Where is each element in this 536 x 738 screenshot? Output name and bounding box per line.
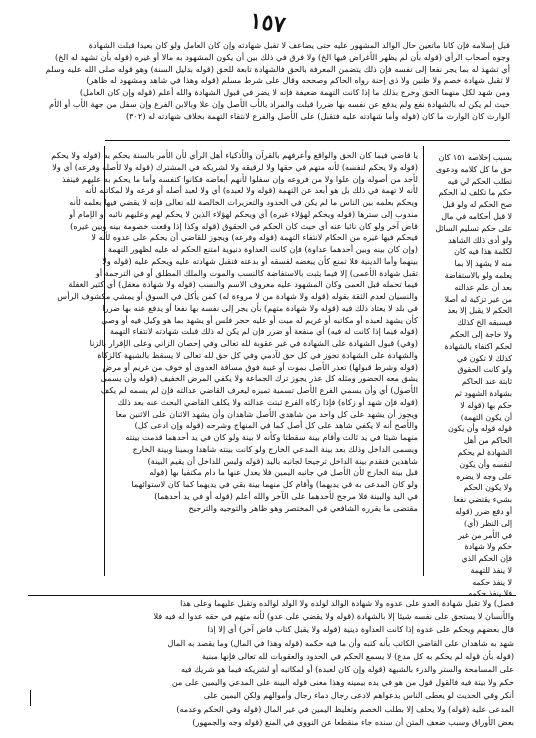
text-line: لأحد من أصوله وإن علوا ولا من فروعه وإن سفلوا لأنهم أبعاضه فكانوا كنفسه وأما ما يحكم به عليهم فينفذ bbox=[62, 173, 418, 184]
text-line: منه لا يشهد إلا بما bbox=[454, 259, 512, 269]
text-line: (قوله فيما إذا كانت له فيه) أي منفعة أو ضرر فإن لم يكن له ذلك قبلت شهادته لانتفاء التهمة bbox=[109, 326, 418, 337]
text-line: قبل بينة الخارج لأن الأصل في جانبه اليمين فلا يعدل عنها ما دام مكتفيا بها (قوله bbox=[149, 467, 418, 478]
text-line: بينهما وأما الدينية فلا تمنع كأن يبغضه لفسقه أو بدعته فتقبل شهادته عليه ويحكم عليه (قوله ولا bbox=[102, 255, 418, 266]
margin-tick-mark bbox=[30, 690, 31, 706]
text-line: (قوله ولا يحكم لنفسه) لأنه متهم في حقها ولا لرقيقه ولا لشريكه في المشترك (قوله ولا لأصله وفرعه) أي ولا bbox=[52, 161, 418, 172]
text-line: بعض الأوراق وسبب ضعف المتن أن سنده جاء منقطعا عن النووي في المنع (قوله وجه والجمهور) bbox=[192, 716, 514, 727]
text-line: من غير تزكية له أصلا bbox=[444, 294, 512, 304]
text-line: (وفي) قبول الشهادة على الشهادة في غير عقوبة لله تعالى وفي إحصان الزاني وعلى الإقرار بالزنا bbox=[89, 338, 418, 348]
text-line: صح الحكم له ولو قبل bbox=[442, 200, 512, 210]
text-line: شاهدين فتقدم بينة الداخل ترجيحا لجانبه باليد (قوله وليس للداخل أن يقيم البينة) bbox=[147, 455, 418, 466]
page-number-mark: ١٥٧ bbox=[248, 7, 288, 39]
text-line: بعد أن علم عدالته bbox=[454, 282, 512, 292]
bottom-commentary-block bbox=[30, 597, 514, 729]
text-line: بشهادة الشهود ثم bbox=[454, 388, 512, 398]
text-line: فصل) ولا تقبل شهادة العدو على عدوه ولا شهادة الوالد لولده ولا الولد لوالده وتقبل عليهما وعلى هذا bbox=[180, 598, 514, 608]
text-line: بشيء يقتضي نفعا bbox=[453, 495, 512, 505]
text-line: فإن الحكم الذي bbox=[461, 554, 512, 564]
text-line: ولا يكون الحكم bbox=[463, 483, 512, 493]
text-line: لكلمة هذا فيه كان bbox=[454, 247, 512, 257]
text-line: الحكم لا يقبل إلا بعد bbox=[447, 306, 512, 316]
text-line: بسبب إخلاصه ١٥١ كان bbox=[438, 153, 512, 162]
text-line: ومن شهد لكل منهما الحق وخرج بذلك ما إذا كانت التهمة ضعيفة فإنه لا يضر في قبول الشهادة والله أعلم (قوله وإن كان العامل) bbox=[79, 87, 510, 98]
text-line: ويسمى الداخل وذلك بعد بينة المدعي الخارج ولو كانت بينته شاهدا ويمينا وبينة الخارج bbox=[132, 443, 418, 454]
text-line: أو دفع ضرر (قوله bbox=[455, 506, 512, 516]
text-line: (قوله وشرط قبولها) تعذر الأصل بموت أو غيبة فوق مسافة العدوى أو خوف من غريم أو مرض bbox=[102, 361, 418, 372]
text-line: قال بعضهم ويحكم على عدوه إذا كانت العداوة دينية (قوله ولا يقبل كتاب قاض آخر) أي إلا إذا bbox=[207, 624, 514, 635]
text-line: ولو كان المدعى به في يديهما) وأقام كل منهما بينة بقي في يديهما كما كان لاستوائهما bbox=[131, 479, 418, 489]
text-line: حكم بها (قوله لا bbox=[460, 400, 512, 410]
text-line: والنسيان لعدم الثقة بقوله (قوله ولا شهادة من لا مروءة له) كمن يأكل في السوق أو يمشي مكشوف الرأس bbox=[57, 291, 418, 301]
text-line: فلا ينفذ حكمه bbox=[468, 589, 512, 599]
text-line: شهد به شاهدان على القاضي الكاتب بأنه كتبه وأن ما فيه حكمه (قوله وهذا في المال) وما يقصد به المال bbox=[167, 637, 514, 648]
text-line: (قوله فإن شهد أو زكاه) فإذا زكاه الفرع ثبتت عدالته ولا يكلف القاضي البحث عنه بعد ذلك bbox=[117, 396, 418, 407]
top-divider bbox=[105, 140, 510, 141]
text-line: يشق معه الحضور ومثله كل عذر يجوز ترك الجماعة ولا يكفي المرض الخفيف (قوله وأن يسمى bbox=[100, 373, 418, 384]
bottom-divider bbox=[28, 595, 516, 596]
text-line: مندوب إلى سترها (قوله ويحكم لهؤلاء غيره) أي ويحكم لهؤلاء الذين لا يحكم لهم وعليهم نائبه أو الإمام أو bbox=[69, 208, 418, 219]
text-line: ويجوز أن يشهد على كل واحد من شاهدي الأصل شاهدان وأن يشهد الاثنان على الاثنين معا bbox=[115, 408, 418, 419]
text-line: قاض آخر ولو كان نائبا عنه أي حيث كان الحكم في الحقوق (قوله وكذا إذا وقعت خصومة بينه وبين غيره) bbox=[70, 220, 418, 231]
text-line: يعلمه ولو بالاستفاضة bbox=[444, 270, 512, 280]
text-line: على المسامحة والستر والدرء بالشبهة (قوله وإن كان لعبده) أو لمكاتبه أو لشريكه فيما هو شريك فيه bbox=[180, 664, 514, 675]
text-line: يا قاضي فيما كان الحق والواقع وأعرفهم بالقرآن والأذكياء أهل الرأي لأن الأمر بالسنة يحكم به (قوله ولا يحكم bbox=[51, 150, 418, 160]
text-line: مقتضى ما يقرره الشافعي في المختصر وهو ظاهر والتوجيه والترجيح bbox=[188, 502, 418, 513]
text-line: المدعى عليه (قوله) ولا يحلف إلا بطلب الخصم وتغليظ اليمين في غير المال (قوله وفي الحكم وعدمه) bbox=[176, 703, 514, 714]
text-line: فيحكم فيها غيره من الحكام لانتفاء التهمة (قوله وفرعه) ويجوز للقاضي أن يحكم على عدوه لأنه لا bbox=[91, 232, 418, 243]
text-line: على وجه لا يضره bbox=[456, 471, 512, 481]
text-line: على حكم تسليم السائل bbox=[435, 223, 512, 233]
text-line: فيما تحمله قبل العمى وكان المشهود عليه معروف الاسم والنسب (قوله ولا شهادة مغفل) أي كثير الغفلة bbox=[68, 279, 418, 290]
text-line: تقبل شهادة الأعمى) إلا فيما يثبت بالاستفاضة كالنسب والموت والملك المطلق أو في الترجمة أو bbox=[95, 267, 418, 278]
text-line: حكم ما تكلف له الحكم bbox=[438, 188, 512, 198]
text-line: والأصح أنه لا يكفي شاهد على كل أصل كما في المنهاج وشرحه (قوله وإن ادعى كل) bbox=[134, 420, 418, 431]
text-line: (قوله بأن قوله لم يحكم به كل مدع) لا يسمع الحكم في الحدود والعقوبات لله تعالى فإنها مبنية bbox=[201, 650, 514, 661]
text-line: قبل إسلامه فإن كانا ماتعين حال الوالد المشهور عليه حتى يضاعف لا تقبل شهادته وإن كان العامل ولو كان بعيدا قبلت الشهادة bbox=[88, 40, 510, 50]
text-line: ويحكم بعلمه بين الناس ما لم يكن في الحدود والتعزيرات الخالصة لله تعالى فإنه لا يقضي فيها بعلمه لأنه bbox=[69, 197, 418, 207]
text-line: في الأمر من غير bbox=[458, 530, 512, 540]
main-text-block bbox=[51, 150, 418, 514]
text-line: الأصول) أي وأن يسمي الفرع الأصل تسمية تميزه ليعرف القاضي عدالته فإن لم يسمه لم يكف bbox=[100, 385, 418, 395]
margin-commentary-block bbox=[432, 152, 512, 600]
text-line: لنفسه وأن يكون bbox=[459, 459, 512, 469]
text-line: حكم ولا شهادة bbox=[464, 542, 512, 552]
text-line: حق ما كل كلامه ودعوى bbox=[435, 164, 512, 174]
text-line: قوله قوله وأن يكون bbox=[448, 424, 512, 434]
text-line: لأنه لا تهمة في ذلك بل هو أبعد عن التهمة (قوله ولا لعبده) أي ولا لعبد أصله أو فرعه ولا لمكاتبه لأنه bbox=[84, 185, 418, 196]
text-line: منهما شيئا في يد ثالث وأقام بينة سقطتا وكأنه لا بينة ولو كان في يد أحدهما قدمت بينته bbox=[125, 432, 418, 442]
text-line: ولو كانت الحقوق bbox=[457, 365, 512, 375]
text-line: لحكم اكتفاء بالشهادة bbox=[444, 341, 512, 351]
text-line: في اليد والبينة فلا مرجح لأحدهما على الآخر والله أعلم (قوله أو في يد أحدهما) bbox=[154, 490, 418, 501]
text-line: لا تقبل شهادة خصم ولا ظنين ولا ذي إحنة رواه الحاكم وصححه وقال على شرط مسلم (قوله وهذا في شاهد ومشهود له ظاهر) bbox=[86, 75, 510, 86]
text-line: والشهادة على الشهادة تجوز في كل حق لآدمي وفي كل حق لله تعالى لا يسقط بالشبهة كالزكاة bbox=[97, 349, 418, 360]
text-line: والأنسان لا يستحق على نفسه شيئا إلا بالشهادة (قوله ولا يقضي على عدو) لأنه متهم في حقه عدوا له فيه فلا bbox=[153, 611, 514, 622]
text-line: لا قبل أحكامه في مال bbox=[441, 211, 512, 221]
text-line: تطلب الحكم لي فيه bbox=[447, 176, 512, 186]
text-line: ولو أدى ذلك الشاهد bbox=[448, 235, 512, 245]
text-line: الوارث كان الوارث ما كان (قوله وأما شهادته عليه فتقبل) على الأصل والفرع لانتفاء التهمة بخلاف شهادته له (٣٠٢) bbox=[125, 110, 510, 121]
text-line: ولا حاجة إلى الحكم bbox=[450, 329, 512, 339]
text-line: (وإن كان بينه وبين أحدهما عداوة) فإن كانت العداوة دنيوية امتنع الحكم له عليه لظهور التهمة bbox=[107, 244, 418, 254]
text-line: أنكر وفي الحديث لو يعطى الناس بدعواهم لادعى رجال دماء رجال وأموالهم ولكن اليمين على bbox=[203, 690, 514, 701]
text-line: كأن يشهد لعبده أو مكاتبه أو غريم له ميت أو عليه حجر فلس أو يشهد بما هو وكيل فيه أو وصي bbox=[101, 314, 418, 325]
text-line: أي تشهد له بما يجر نفعا إلى نفسه فإن ذلك يتضمن المعرفة بالحق فالشهادة تابعة للحق (قوله بدليل السنة) وهو قوله صلى الله عليه وسلم bbox=[45, 63, 510, 74]
text-line: في بلد لا يعتاد ذلك فيه (قوله ولا شهادة متهم) بأن يجر إلى نفسه بها نفعا أو يدفع عنه بها ضررا bbox=[102, 302, 418, 313]
text-line: حكم ولا بينة فيه فالقول قول من هو في يده بيمينه وهذا معنى قوله البينة على المدعي واليمين على من bbox=[171, 677, 514, 688]
text-line: أن يكون التهمة) bbox=[460, 412, 512, 422]
text-line: وجوه أصحاب الرأي (قوله بأن لم يظهر الأغراض فيها الخ) ولا فرق في ذلك بين أن يكون المشهود به مالا أو غيره (قوله بأن تشهد له الخ) bbox=[54, 51, 510, 62]
top-commentary-block bbox=[28, 40, 510, 123]
text-line: فيسبقه الخ كذلك bbox=[457, 318, 512, 328]
text-line: الحاكم من أهل bbox=[463, 436, 512, 446]
text-line: لا ينفذ للتهمة bbox=[470, 565, 512, 575]
text-line: لا ينفذ حكمه bbox=[472, 577, 512, 587]
text-line: حيث لم يكن له بالشهادة نفع ولم يدفع عن نفسه بها ضررا قبلت والمراد بالأب الأصل وإن علا وبالابن الفرع وإن سفل من جهة الأب أو الأم bbox=[49, 98, 510, 109]
text-line: الشهادة لم يحكم bbox=[457, 447, 512, 457]
text-line: كذلك لا تكون في bbox=[456, 353, 512, 363]
text-line: ثابتة عند الحاكم bbox=[461, 377, 512, 387]
text-line: إلى النظر (أي) bbox=[464, 518, 512, 528]
